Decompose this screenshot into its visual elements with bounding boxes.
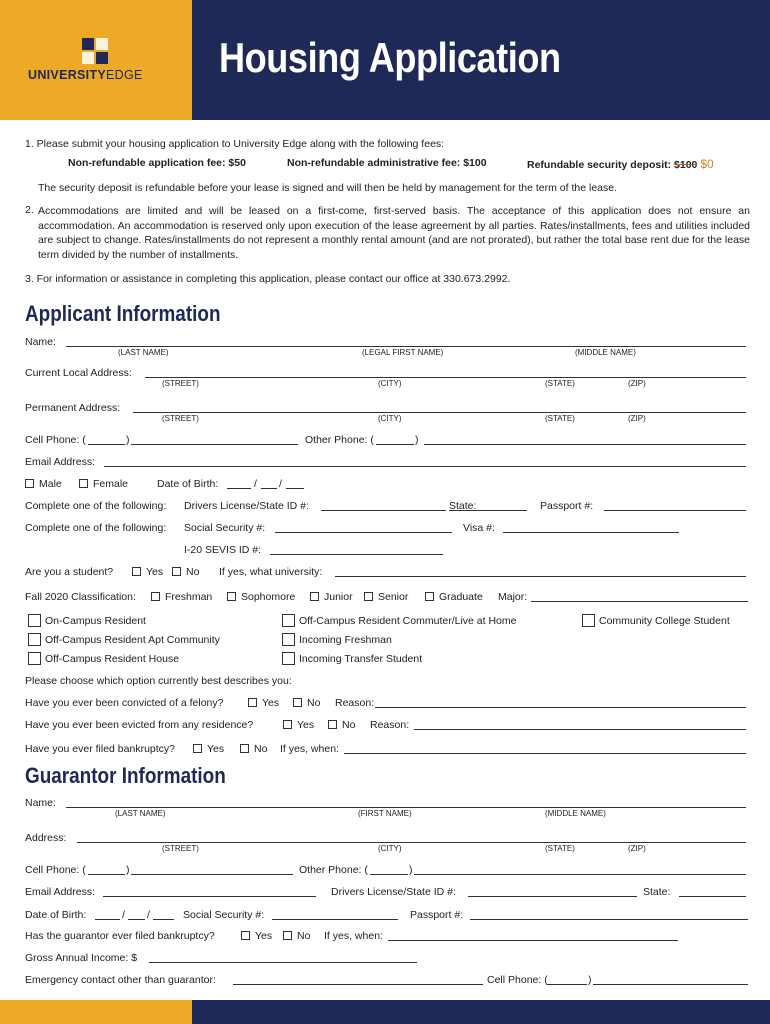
local-address-label: Current Local Address: (25, 367, 132, 379)
intro-item-2: Accommodations are limited and will be leased on a first-come, first-served basis. The acceptance of this application does not ensure an accommodation. An accommodation is reserved only upon execution of the lease agreement by all parties. Rates/installments, fees and utilities included are subject to change. Rates/installments do not represent a monthly rental amount (and are not prorated), but rather the total base rent due for the lease term divided by the number of installments. (38, 205, 750, 261)
last-name-caption: (LAST NAME) (118, 348, 169, 357)
option-transfer: Incoming Transfer Student (299, 653, 423, 665)
female-checkbox[interactable] (79, 479, 88, 488)
senior-checkbox[interactable] (364, 592, 373, 601)
cell-phone-label: Cell Phone: ( (25, 434, 86, 446)
other-phone-label: Other Phone: ( (305, 434, 374, 446)
guarantor-other-phone-field[interactable] (414, 874, 746, 875)
guarantor-state-field[interactable] (679, 896, 746, 897)
student-no-checkbox[interactable] (172, 567, 181, 576)
gender-female[interactable]: Female (79, 478, 128, 490)
passport-field[interactable] (604, 510, 746, 511)
deposit-note: The security deposit is refundable before your lease is signed and will then be held by management for the term of the lease. (38, 182, 618, 194)
last-name-caption: (LAST NAME) (115, 809, 166, 818)
deposit-new-amount: $0 (700, 157, 714, 171)
street-caption: (STREET) (162, 379, 199, 388)
page-title: Housing Application (219, 34, 561, 81)
dob-month-field[interactable] (227, 488, 251, 489)
guarantor-bankruptcy-no[interactable]: No (283, 930, 310, 942)
emergency-contact-field[interactable] (233, 984, 483, 985)
fee-application: Non-refundable application fee: $50 (68, 157, 246, 169)
middle-name-caption: (MIDDLE NAME) (545, 809, 606, 818)
guarantor-license-label: Drivers License/State ID #: (331, 886, 456, 898)
intro-item-3: 3. For information or assistance in completing this application, please contact our office at 330.673.2992. (25, 273, 511, 285)
emergency-contact-label: Emergency contact other than guarantor: (25, 974, 216, 986)
evicted-no-checkbox[interactable] (328, 720, 337, 729)
sevis-field[interactable] (270, 554, 443, 555)
paren-close: ) (415, 434, 419, 446)
emergency-cell-label: Cell Phone: ( (487, 974, 548, 986)
student-question: Are you a student? (25, 566, 114, 578)
street-caption: (STREET) (162, 844, 199, 853)
intro-item-2-number: 2. (25, 204, 34, 216)
complete-one-label: Complete one of the following: (25, 522, 167, 534)
visa-label: Visa #: (463, 522, 495, 534)
guarantor-dob-year-field[interactable] (153, 919, 174, 920)
felony-no-checkbox[interactable] (293, 698, 302, 707)
university-edge-logo-icon (82, 38, 108, 64)
option-checkbox-on-campus[interactable] (28, 614, 41, 627)
bankruptcy-no[interactable]: No (240, 743, 267, 755)
guarantor-bankruptcy-question: Has the guarantor ever filed bankruptcy? (25, 930, 215, 942)
permanent-address-label: Permanent Address: (25, 402, 121, 414)
zip-caption: (ZIP) (628, 414, 646, 423)
middle-name-caption: (MIDDLE NAME) (575, 348, 636, 357)
felony-no[interactable]: No (293, 697, 320, 709)
felony-question: Have you ever been convicted of a felony? (25, 697, 224, 709)
license-state-field[interactable] (449, 510, 527, 511)
first-name-caption: (FIRST NAME) (358, 809, 412, 818)
student-no[interactable]: No (172, 566, 199, 578)
passport-label: Passport #: (540, 500, 594, 512)
option-incoming-freshman: Incoming Freshman (299, 634, 392, 646)
bankruptcy-no-checkbox[interactable] (240, 744, 249, 753)
emergency-cell-area-field[interactable] (547, 984, 587, 985)
guarantor-other-phone-label: Other Phone: ( (299, 864, 368, 876)
bankruptcy-yes-checkbox[interactable] (193, 744, 202, 753)
option-checkbox-apt-community[interactable] (28, 633, 41, 646)
footer-gold-bar (0, 1000, 192, 1024)
footer-navy-bar (192, 1000, 770, 1024)
state-caption: (STATE) (545, 379, 575, 388)
guarantor-cell-label: Cell Phone: ( (25, 864, 86, 876)
cell-phone-field[interactable] (131, 444, 298, 445)
option-checkbox-house[interactable] (28, 652, 41, 665)
complete-one-label: Complete one of the following: (25, 500, 167, 512)
university-field[interactable] (335, 576, 746, 577)
evicted-yes-checkbox[interactable] (283, 720, 292, 729)
dob-slash: / (279, 478, 282, 490)
class-graduate[interactable]: Graduate (425, 591, 483, 603)
dob-slash: / (147, 909, 150, 921)
guarantor-ssn-field[interactable] (272, 919, 398, 920)
option-commuter: Off-Campus Resident Commuter/Live at Home (299, 615, 517, 627)
zip-caption: (ZIP) (628, 379, 646, 388)
city-caption: (CITY) (378, 379, 402, 388)
graduate-checkbox[interactable] (425, 592, 434, 601)
other-phone-field[interactable] (424, 444, 746, 445)
guarantor-address-field[interactable] (77, 842, 746, 843)
felony-yes[interactable]: Yes (248, 697, 279, 709)
city-caption: (CITY) (378, 844, 402, 853)
cell-area-code-field[interactable] (88, 444, 125, 445)
email-label: Email Address: (25, 456, 96, 468)
paren-close: ) (588, 974, 592, 986)
option-community-college: Community College Student (599, 615, 730, 627)
state-caption: (STATE) (545, 414, 575, 423)
gross-income-label: Gross Annual Income: $ (25, 952, 138, 964)
paren-close: ) (409, 864, 413, 876)
dob-label: Date of Birth: (157, 478, 219, 490)
guarantor-bankruptcy-when-label: If yes, when: (324, 930, 383, 942)
student-yes-checkbox[interactable] (132, 567, 141, 576)
gross-income-field[interactable] (149, 962, 417, 963)
option-checkbox-transfer[interactable] (282, 652, 295, 665)
option-house: Off-Campus Resident House (45, 653, 180, 665)
guarantor-name-label: Name: (25, 797, 56, 809)
guarantor-name-field[interactable] (66, 807, 746, 808)
evicted-reason-label: Reason: (370, 719, 410, 731)
major-field[interactable] (531, 601, 748, 602)
ssn-field[interactable] (275, 532, 452, 533)
paren-close: ) (126, 434, 130, 446)
applicant-section-heading: Applicant Information (25, 301, 221, 326)
applicant-name-label: Name: (25, 336, 56, 348)
evicted-no[interactable]: No (328, 719, 355, 731)
bankruptcy-when-label: If yes, when: (280, 743, 339, 755)
guarantor-bankruptcy-yes-checkbox[interactable] (241, 931, 250, 940)
visa-field[interactable] (503, 532, 679, 533)
fee-administrative: Non-refundable administrative fee: $100 (287, 157, 487, 169)
guarantor-email-field[interactable] (103, 896, 316, 897)
guarantor-passport-field[interactable] (470, 919, 748, 920)
permanent-address-field[interactable] (133, 412, 746, 413)
license-field[interactable] (321, 510, 446, 511)
felony-yes-checkbox[interactable] (248, 698, 257, 707)
evicted-yes[interactable]: Yes (283, 719, 314, 731)
evicted-question: Have you ever been evicted from any residence? (25, 719, 254, 731)
sevis-label: I-20 SEVIS ID #: (184, 544, 262, 556)
option-on-campus: On-Campus Resident (45, 615, 146, 627)
class-sophomore[interactable]: Sophomore (227, 591, 295, 603)
guarantor-bankruptcy-no-checkbox[interactable] (283, 931, 292, 940)
local-address-field[interactable] (145, 377, 746, 378)
license-label: Drivers License/State ID #: (184, 500, 309, 512)
option-apt-community: Off-Campus Resident Apt Community (45, 634, 220, 646)
guarantor-dob-day-field[interactable] (128, 919, 145, 920)
dob-slash: / (122, 909, 125, 921)
evicted-reason-field[interactable] (414, 729, 746, 730)
emergency-cell-field[interactable] (593, 984, 748, 985)
bankruptcy-question: Have you ever filed bankruptcy? (25, 743, 175, 755)
city-caption: (CITY) (378, 414, 402, 423)
guarantor-address-label: Address: (25, 832, 67, 844)
state-caption: (STATE) (545, 844, 575, 853)
ssn-label: Social Security #: (184, 522, 266, 534)
intro-item-1: 1. Please submit your housing application to University Edge along with the following fees: (25, 138, 445, 150)
option-checkbox-incoming-freshman[interactable] (282, 633, 295, 646)
felony-reason-field[interactable] (375, 707, 746, 708)
guarantor-cell-area-field[interactable] (88, 874, 125, 875)
email-field[interactable] (104, 466, 746, 467)
first-name-caption: (LEGAL FIRST NAME) (362, 348, 444, 357)
choose-option-prompt: Please choose which option currently best describes you: (25, 675, 292, 687)
other-area-code-field[interactable] (376, 444, 414, 445)
dob-slash: / (254, 478, 257, 490)
university-label: If yes, what university: (219, 566, 323, 578)
classification-label: Fall 2020 Classification: (25, 591, 136, 603)
guarantor-passport-label: Passport #: (410, 909, 464, 921)
deposit-old-amount: $100 (674, 159, 698, 171)
sophomore-checkbox[interactable] (227, 592, 236, 601)
junior-checkbox[interactable] (310, 592, 319, 601)
guarantor-dob-label: Date of Birth: (25, 909, 87, 921)
class-senior[interactable]: Senior (364, 591, 408, 603)
fee-security-deposit: Refundable security deposit: $100 $0 (527, 157, 714, 171)
dob-year-field[interactable] (286, 488, 304, 489)
logo-wordmark: UNIVERSITYEDGE (28, 68, 143, 82)
street-caption: (STREET) (162, 414, 199, 423)
gender-male[interactable]: Male (25, 478, 62, 490)
option-checkbox-commuter[interactable] (282, 614, 295, 627)
paren-close: ) (126, 864, 130, 876)
felony-reason-label: Reason: (335, 697, 375, 709)
guarantor-email-label: Email Address: (25, 886, 96, 898)
guarantor-state-label: State: (643, 886, 671, 898)
major-label: Major: (498, 591, 528, 603)
freshman-checkbox[interactable] (151, 592, 160, 601)
guarantor-cell-field[interactable] (131, 874, 293, 875)
dob-day-field[interactable] (261, 488, 277, 489)
class-freshman[interactable]: Freshman (151, 591, 212, 603)
zip-caption: (ZIP) (628, 844, 646, 853)
male-checkbox[interactable] (25, 479, 34, 488)
guarantor-license-field[interactable] (468, 896, 637, 897)
student-yes[interactable]: Yes (132, 566, 163, 578)
option-checkbox-community-college[interactable] (582, 614, 595, 627)
applicant-name-field[interactable] (66, 346, 746, 347)
guarantor-bankruptcy-yes[interactable]: Yes (241, 930, 272, 942)
license-state-label: State: (449, 500, 477, 512)
guarantor-dob-month-field[interactable] (95, 919, 120, 920)
guarantor-ssn-label: Social Security #: (183, 909, 265, 921)
guarantor-other-area-field[interactable] (370, 874, 408, 875)
guarantor-section-heading: Guarantor Information (25, 763, 226, 788)
bankruptcy-when-field[interactable] (344, 753, 746, 754)
guarantor-bankruptcy-when-field[interactable] (388, 940, 678, 941)
class-junior[interactable]: Junior (310, 591, 353, 603)
bankruptcy-yes[interactable]: Yes (193, 743, 224, 755)
